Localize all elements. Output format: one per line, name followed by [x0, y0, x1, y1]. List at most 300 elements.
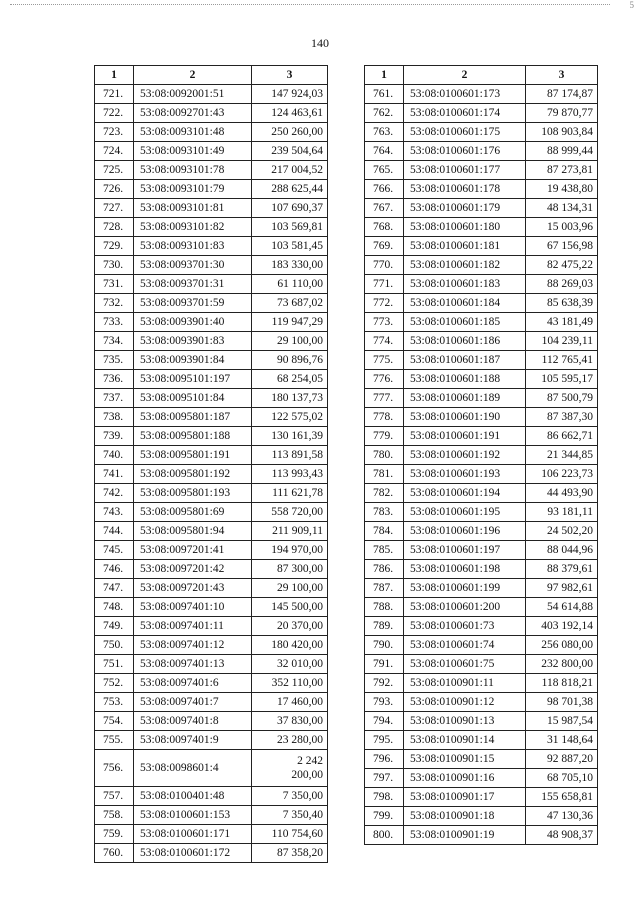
row-number: 743.	[95, 503, 134, 522]
cadastral-value: 250 260,00	[252, 123, 328, 142]
table-row	[365, 731, 598, 750]
table-row	[95, 750, 328, 787]
cadastral-number: 53:08:0100601:73	[404, 617, 526, 636]
cadastral-number: 53:08:0095101:197	[134, 370, 252, 389]
cadastral-value: 92 887,20	[526, 750, 598, 769]
table-row	[95, 541, 328, 560]
table-header-row	[365, 66, 598, 85]
cadastral-number: 53:08:0100901:11	[404, 674, 526, 693]
row-number: 789.	[365, 617, 404, 636]
row-number: 728.	[95, 218, 134, 237]
cadastral-value: 183 330,00	[252, 256, 328, 275]
table-row	[95, 275, 328, 294]
table-row	[365, 522, 598, 541]
table-row	[365, 370, 598, 389]
cadastral-value: 54 614,88	[526, 598, 598, 617]
table-row	[365, 769, 598, 788]
table-row	[95, 370, 328, 389]
table-row	[95, 408, 328, 427]
row-number: 722.	[95, 104, 134, 123]
right-registry-table	[364, 65, 598, 845]
table-row	[95, 636, 328, 655]
cadastral-number: 53:08:0097201:41	[134, 541, 252, 560]
table-row	[95, 237, 328, 256]
cadastral-number: 53:08:0097401:11	[134, 617, 252, 636]
table-row	[365, 351, 598, 370]
cadastral-value: 15 987,54	[526, 712, 598, 731]
row-number: 771.	[365, 275, 404, 294]
cadastral-value: 87 358,20	[252, 844, 328, 863]
table-row	[365, 180, 598, 199]
cadastral-value: 19 438,80	[526, 180, 598, 199]
table-row	[95, 351, 328, 370]
cadastral-number: 53:08:0093101:48	[134, 123, 252, 142]
cadastral-value: 24 502,20	[526, 522, 598, 541]
cadastral-value: 31 148,64	[526, 731, 598, 750]
cadastral-number: 53:08:0097201:42	[134, 560, 252, 579]
cadastral-number: 53:08:0100601:153	[134, 806, 252, 825]
cadastral-value: 15 003,96	[526, 218, 598, 237]
header-col-2: 2	[134, 66, 252, 85]
table-row	[365, 389, 598, 408]
cadastral-number: 53:08:0093701:31	[134, 275, 252, 294]
table-row	[95, 484, 328, 503]
table-row	[95, 503, 328, 522]
cadastral-value: 256 080,00	[526, 636, 598, 655]
row-number: 786.	[365, 560, 404, 579]
table-row	[365, 256, 598, 275]
cadastral-number: 53:08:0100901:18	[404, 807, 526, 826]
cadastral-number: 53:08:0100901:19	[404, 826, 526, 845]
table-row	[365, 465, 598, 484]
table-row	[95, 332, 328, 351]
row-number: 748.	[95, 598, 134, 617]
row-number: 741.	[95, 465, 134, 484]
header-col-3: 3	[252, 66, 328, 85]
table-header-row	[95, 66, 328, 85]
cadastral-value: 21 344,85	[526, 446, 598, 465]
cadastral-value: 122 575,02	[252, 408, 328, 427]
table-row	[95, 731, 328, 750]
cadastral-value: 37 830,00	[252, 712, 328, 731]
row-number: 777.	[365, 389, 404, 408]
cadastral-number: 53:08:0100601:189	[404, 389, 526, 408]
cadastral-number: 53:08:0100601:184	[404, 294, 526, 313]
cadastral-value: 73 687,02	[252, 294, 328, 313]
cadastral-value: 88 269,03	[526, 275, 598, 294]
row-number: 794.	[365, 712, 404, 731]
table-row	[95, 787, 328, 806]
cadastral-value: 108 903,84	[526, 123, 598, 142]
row-number: 793.	[365, 693, 404, 712]
row-number: 756.	[95, 750, 134, 787]
cadastral-number: 53:08:0095801:94	[134, 522, 252, 541]
cadastral-value: 145 500,00	[252, 598, 328, 617]
row-number: 766.	[365, 180, 404, 199]
cadastral-number: 53:08:0100901:13	[404, 712, 526, 731]
table-row	[95, 712, 328, 731]
row-number: 800.	[365, 826, 404, 845]
table-row	[365, 788, 598, 807]
cadastral-value: 155 658,81	[526, 788, 598, 807]
row-number: 758.	[95, 806, 134, 825]
table-row	[365, 655, 598, 674]
cadastral-number: 53:08:0100601:177	[404, 161, 526, 180]
table-row	[365, 636, 598, 655]
table-row	[365, 237, 598, 256]
row-number: 796.	[365, 750, 404, 769]
cadastral-number: 53:08:0100601:173	[404, 85, 526, 104]
cadastral-number: 53:08:0093901:40	[134, 313, 252, 332]
cadastral-value: 239 504,64	[252, 142, 328, 161]
cadastral-value: 103 569,81	[252, 218, 328, 237]
cadastral-value: 82 475,22	[526, 256, 598, 275]
cadastral-number: 53:08:0100601:190	[404, 408, 526, 427]
table-row	[95, 218, 328, 237]
table-row	[365, 446, 598, 465]
cadastral-number: 53:08:0100601:172	[134, 844, 252, 863]
row-number: 729.	[95, 237, 134, 256]
row-number: 799.	[365, 807, 404, 826]
table-row	[365, 579, 598, 598]
row-number: 760.	[95, 844, 134, 863]
cadastral-value: 180 137,73	[252, 389, 328, 408]
cadastral-number: 53:08:0100601:199	[404, 579, 526, 598]
row-number: 790.	[365, 636, 404, 655]
table-row	[95, 560, 328, 579]
row-number: 767.	[365, 199, 404, 218]
cadastral-number: 53:08:0092701:43	[134, 104, 252, 123]
cadastral-value: 23 280,00	[252, 731, 328, 750]
cadastral-value: 88 044,96	[526, 541, 598, 560]
row-number: 738.	[95, 408, 134, 427]
table-row	[365, 750, 598, 769]
cadastral-value: 79 870,77	[526, 104, 598, 123]
cadastral-value: 88 379,61	[526, 560, 598, 579]
cadastral-number: 53:08:0095801:191	[134, 446, 252, 465]
cadastral-number: 53:08:0100601:195	[404, 503, 526, 522]
header-col-1: 1	[365, 66, 404, 85]
row-number: 764.	[365, 142, 404, 161]
cadastral-value: 110 754,60	[252, 825, 328, 844]
cadastral-number: 53:08:0097401:8	[134, 712, 252, 731]
header-col-1: 1	[95, 66, 134, 85]
cadastral-value: 111 621,78	[252, 484, 328, 503]
row-number: 787.	[365, 579, 404, 598]
cadastral-number: 53:08:0100901:17	[404, 788, 526, 807]
table-row	[365, 693, 598, 712]
cadastral-number: 53:08:0100601:197	[404, 541, 526, 560]
cadastral-number: 53:08:0095801:187	[134, 408, 252, 427]
table-row	[95, 256, 328, 275]
cadastral-value: 130 161,39	[252, 427, 328, 446]
row-number: 734.	[95, 332, 134, 351]
cadastral-value: 288 625,44	[252, 180, 328, 199]
row-number: 727.	[95, 199, 134, 218]
row-number: 730.	[95, 256, 134, 275]
row-number: 732.	[95, 294, 134, 313]
cadastral-number: 53:08:0100901:14	[404, 731, 526, 750]
row-number: 749.	[95, 617, 134, 636]
cadastral-number: 53:08:0097401:13	[134, 655, 252, 674]
cadastral-number: 53:08:0095801:188	[134, 427, 252, 446]
row-number: 751.	[95, 655, 134, 674]
cadastral-number: 53:08:0100601:171	[134, 825, 252, 844]
cadastral-value: 112 765,41	[526, 351, 598, 370]
cadastral-number: 53:08:0100601:196	[404, 522, 526, 541]
cadastral-value: 17 460,00	[252, 693, 328, 712]
cadastral-value: 86 662,71	[526, 427, 598, 446]
row-number: 739.	[95, 427, 134, 446]
cadastral-value: 403 192,14	[526, 617, 598, 636]
table-row	[95, 427, 328, 446]
cadastral-value: 232 800,00	[526, 655, 598, 674]
cadastral-value: 7 350,40	[252, 806, 328, 825]
cadastral-value: 106 223,73	[526, 465, 598, 484]
row-number: 747.	[95, 579, 134, 598]
table-row	[95, 674, 328, 693]
cadastral-number: 53:08:0100601:193	[404, 465, 526, 484]
cadastral-number: 53:08:0097401:6	[134, 674, 252, 693]
cadastral-number: 53:08:0093101:49	[134, 142, 252, 161]
table-row	[365, 85, 598, 104]
row-number: 768.	[365, 218, 404, 237]
cadastral-value: 103 581,45	[252, 237, 328, 256]
cadastral-value: 104 239,11	[526, 332, 598, 351]
cadastral-number: 53:08:0097401:9	[134, 731, 252, 750]
cadastral-number: 53:08:0092001:51	[134, 85, 252, 104]
row-number: 798.	[365, 788, 404, 807]
row-number: 736.	[95, 370, 134, 389]
cadastral-number: 53:08:0100601:179	[404, 199, 526, 218]
cadastral-number: 53:08:0100601:192	[404, 446, 526, 465]
cadastral-number: 53:08:0100601:185	[404, 313, 526, 332]
row-number: 754.	[95, 712, 134, 731]
row-number: 725.	[95, 161, 134, 180]
cadastral-number: 53:08:0100901:16	[404, 769, 526, 788]
cadastral-value: 29 100,00	[252, 332, 328, 351]
cadastral-value: 147 924,03	[252, 85, 328, 104]
row-number: 779.	[365, 427, 404, 446]
table-row	[95, 693, 328, 712]
table-row	[95, 844, 328, 863]
cadastral-value: 48 134,31	[526, 199, 598, 218]
cadastral-value: 61 110,00	[252, 275, 328, 294]
table-row	[365, 332, 598, 351]
cadastral-value: 352 110,00	[252, 674, 328, 693]
row-number: 753.	[95, 693, 134, 712]
table-row	[95, 465, 328, 484]
cadastral-number: 53:08:0100601:181	[404, 237, 526, 256]
cadastral-number: 53:08:0093101:83	[134, 237, 252, 256]
row-number: 723.	[95, 123, 134, 142]
cadastral-number: 53:08:0093901:84	[134, 351, 252, 370]
table-row	[365, 674, 598, 693]
row-number: 735.	[95, 351, 134, 370]
row-number: 731.	[95, 275, 134, 294]
table-row	[365, 199, 598, 218]
cadastral-value: 68 254,05	[252, 370, 328, 389]
cadastral-value: 20 370,00	[252, 617, 328, 636]
cadastral-number: 53:08:0100601:178	[404, 180, 526, 199]
cadastral-number: 53:08:0100901:12	[404, 693, 526, 712]
corner-mark: 5	[629, 0, 634, 10]
cadastral-value: 43 181,49	[526, 313, 598, 332]
table-row	[365, 503, 598, 522]
table-row	[95, 389, 328, 408]
cadastral-value: 217 004,52	[252, 161, 328, 180]
cadastral-value: 93 181,11	[526, 503, 598, 522]
cadastral-value: 47 130,36	[526, 807, 598, 826]
row-number: 726.	[95, 180, 134, 199]
cadastral-value: 87 500,79	[526, 389, 598, 408]
table-row	[95, 199, 328, 218]
table-row	[95, 598, 328, 617]
cadastral-value: 113 993,43	[252, 465, 328, 484]
cadastral-number: 53:08:0100601:176	[404, 142, 526, 161]
cadastral-value: 48 908,37	[526, 826, 598, 845]
cadastral-number: 53:08:0093901:83	[134, 332, 252, 351]
cadastral-value: 211 909,11	[252, 522, 328, 541]
cadastral-number: 53:08:0097201:43	[134, 579, 252, 598]
cadastral-value: 44 493,90	[526, 484, 598, 503]
row-number: 775.	[365, 351, 404, 370]
cadastral-value: 7 350,00	[252, 787, 328, 806]
cadastral-value: 118 818,21	[526, 674, 598, 693]
cadastral-value: 87 300,00	[252, 560, 328, 579]
row-number: 783.	[365, 503, 404, 522]
table-row	[365, 807, 598, 826]
table-row	[365, 617, 598, 636]
cadastral-number: 53:08:0093701:30	[134, 256, 252, 275]
cadastral-number: 53:08:0100601:75	[404, 655, 526, 674]
cadastral-value: 97 982,61	[526, 579, 598, 598]
cadastral-number: 53:08:0100601:180	[404, 218, 526, 237]
row-number: 795.	[365, 731, 404, 750]
cadastral-number: 53:08:0093101:82	[134, 218, 252, 237]
cadastral-number: 53:08:0100601:188	[404, 370, 526, 389]
table-row	[95, 161, 328, 180]
table-row	[365, 712, 598, 731]
row-number: 791.	[365, 655, 404, 674]
cadastral-number: 53:08:0100601:191	[404, 427, 526, 446]
table-row	[95, 313, 328, 332]
table-row	[95, 522, 328, 541]
row-number: 755.	[95, 731, 134, 750]
cadastral-value: 105 595,17	[526, 370, 598, 389]
cadastral-value: 124 463,61	[252, 104, 328, 123]
table-row	[95, 617, 328, 636]
table-row	[95, 579, 328, 598]
cadastral-value: 85 638,39	[526, 294, 598, 313]
row-number: 757.	[95, 787, 134, 806]
cadastral-number: 53:08:0093101:79	[134, 180, 252, 199]
cadastral-value: 119 947,29	[252, 313, 328, 332]
top-divider-line	[10, 4, 610, 5]
cadastral-number: 53:08:0100601:186	[404, 332, 526, 351]
table-row	[95, 446, 328, 465]
cadastral-number: 53:08:0093101:78	[134, 161, 252, 180]
row-number: 733.	[95, 313, 134, 332]
cadastral-number: 53:08:0097401:12	[134, 636, 252, 655]
cadastral-value: 29 100,00	[252, 579, 328, 598]
cadastral-number: 53:08:0097401:7	[134, 693, 252, 712]
table-row	[95, 104, 328, 123]
cadastral-value: 98 701,38	[526, 693, 598, 712]
row-number: 781.	[365, 465, 404, 484]
cadastral-number: 53:08:0097401:10	[134, 598, 252, 617]
table-row	[95, 825, 328, 844]
cadastral-value: 87 174,87	[526, 85, 598, 104]
table-row	[95, 85, 328, 104]
cadastral-number: 53:08:0095801:192	[134, 465, 252, 484]
table-row	[365, 294, 598, 313]
row-number: 745.	[95, 541, 134, 560]
table-row	[365, 408, 598, 427]
table-row	[365, 142, 598, 161]
cadastral-number: 53:08:0095801:193	[134, 484, 252, 503]
table-row	[365, 123, 598, 142]
cadastral-number: 53:08:0100601:183	[404, 275, 526, 294]
row-number: 750.	[95, 636, 134, 655]
row-number: 785.	[365, 541, 404, 560]
table-row	[365, 218, 598, 237]
row-number: 769.	[365, 237, 404, 256]
row-number: 784.	[365, 522, 404, 541]
cadastral-value: 68 705,10	[526, 769, 598, 788]
table-row	[365, 161, 598, 180]
cadastral-value: 90 896,76	[252, 351, 328, 370]
header-col-3: 3	[526, 66, 598, 85]
row-number: 737.	[95, 389, 134, 408]
table-row	[365, 560, 598, 579]
row-number: 765.	[365, 161, 404, 180]
row-number: 752.	[95, 674, 134, 693]
row-number: 742.	[95, 484, 134, 503]
table-row	[365, 104, 598, 123]
cadastral-value: 180 420,00	[252, 636, 328, 655]
row-number: 773.	[365, 313, 404, 332]
cadastral-number: 53:08:0100601:74	[404, 636, 526, 655]
table-row	[95, 142, 328, 161]
table-row	[95, 294, 328, 313]
cadastral-number: 53:08:0100601:198	[404, 560, 526, 579]
row-number: 770.	[365, 256, 404, 275]
cadastral-value: 67 156,98	[526, 237, 598, 256]
cadastral-number: 53:08:0100601:194	[404, 484, 526, 503]
table-row	[95, 655, 328, 674]
row-number: 772.	[365, 294, 404, 313]
row-number: 788.	[365, 598, 404, 617]
row-number: 776.	[365, 370, 404, 389]
cadastral-number: 53:08:0093701:59	[134, 294, 252, 313]
cadastral-value: 87 273,81	[526, 161, 598, 180]
table-row	[95, 123, 328, 142]
cadastral-number: 53:08:0100601:187	[404, 351, 526, 370]
cadastral-value: 113 891,58	[252, 446, 328, 465]
row-number: 721.	[95, 85, 134, 104]
table-row	[365, 313, 598, 332]
table-row	[95, 806, 328, 825]
table-row	[365, 826, 598, 845]
table-row	[365, 484, 598, 503]
cadastral-value: 194 970,00	[252, 541, 328, 560]
row-number: 778.	[365, 408, 404, 427]
cadastral-number: 53:08:0100601:175	[404, 123, 526, 142]
table-row	[365, 427, 598, 446]
cadastral-number: 53:08:0100601:182	[404, 256, 526, 275]
row-number: 797.	[365, 769, 404, 788]
